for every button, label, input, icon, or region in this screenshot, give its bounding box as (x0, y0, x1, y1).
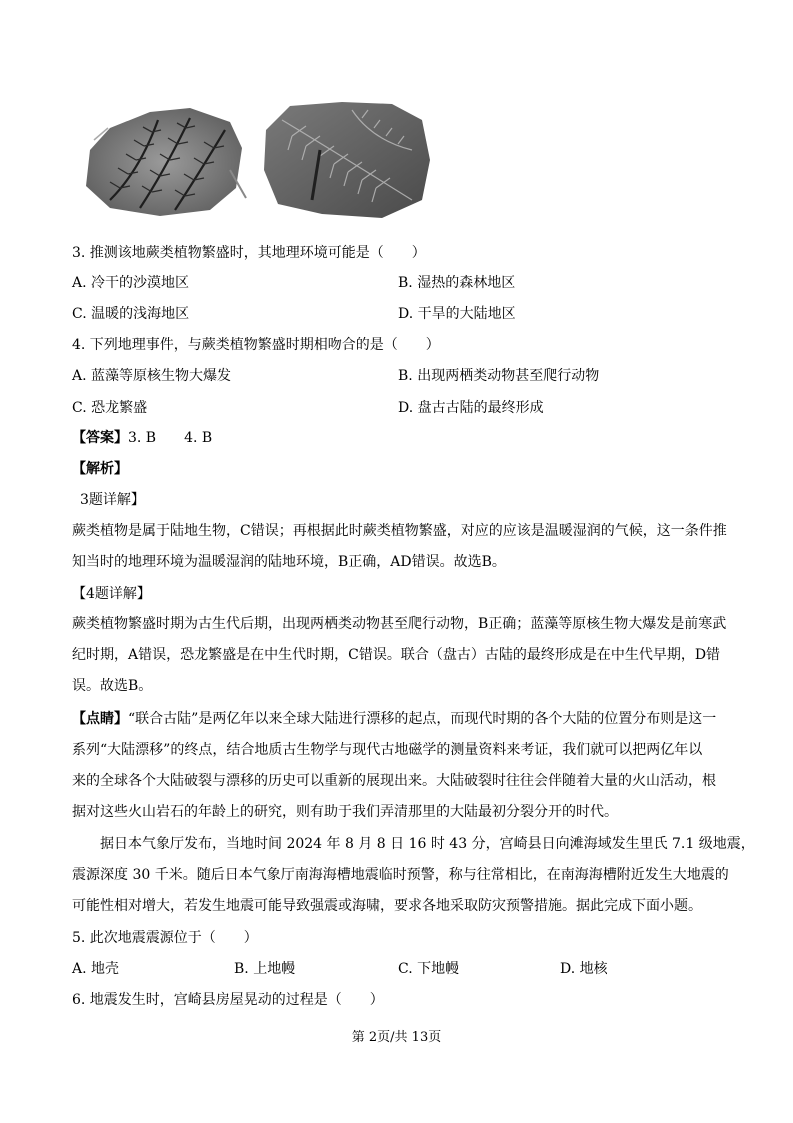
tip-text-1: “联合古陆”是两亿年以来全球大陆进行漂移的起点，而现代时期的各个大陆的位置分布则是这一 (128, 711, 717, 727)
question-3-option-a: A. 冷干的沙漠地区 (72, 275, 190, 291)
fern-fossil-image-left (80, 100, 248, 218)
answer-line (72, 428, 212, 448)
answer-label: 【答案】 (72, 430, 128, 446)
tip-line-3: 来的全球各个大陆破裂与漂移的历史可以重新的展现出来。大陆破裂时往往会伴随着大量的火山活动，根 (72, 773, 716, 789)
fern-fossil-image-right (262, 100, 432, 220)
question-4-option-c: C. 恐龙繁盛 (72, 400, 148, 416)
question-3-stem: 3. 推测该地蕨类植物繁盛时，其地理环境可能是（ ） (72, 245, 426, 261)
question-4-option-a: A. 蓝藻等原核生物大爆发 (72, 368, 232, 384)
question-4-stem: 4. 下列地理事件，与蕨类植物繁盛时期相吻合的是（ ） (72, 337, 440, 353)
question-5-option-d: D. 地核 (560, 961, 608, 977)
question-4-option-d: D. 盘古古陆的最终形成 (398, 400, 544, 416)
question-5-option-a: A. 地壳 (72, 961, 120, 977)
answer-text: 3. B 4. B (128, 430, 213, 446)
analysis-q3-heading: 3题详解】 (80, 492, 145, 508)
question-5-option-b: B. 上地幔 (234, 961, 296, 977)
analysis-q3-line-2: 知当时的地理环境为温暖湿润的陆地环境，B正确，AD错误。故选B。 (72, 554, 506, 570)
question-3-option-c: C. 温暖的浅海地区 (72, 306, 190, 322)
question-4-option-b: B. 出现两栖类动物甚至爬行动物 (398, 368, 600, 384)
passage-line-1: 据日本气象厅发布，当地时间 2024 年 8 月 8 日 16 时 43 分，宫崎县日向滩海域发生里氏 7.1 级地震， (100, 836, 755, 852)
tip-line-2: 系列“大陆漂移”的终点，结合地质古生物学与现代古地磁学的测量资料来考证，我们就可以把两亿年以 (72, 742, 703, 758)
passage-line-2: 震源深度 30 千米。随后日本气象厅南海海槽地震临时预警，称与往常相比，在南海海槽附近发生大地震的 (72, 867, 729, 883)
tip-line-1 (72, 709, 716, 729)
analysis-q4-line-1: 蕨类植物繁盛时期为古生代后期，出现两栖类动物甚至爬行动物，B正确；蓝藻等原核生物大爆发是前寒武 (72, 616, 727, 632)
question-5-stem: 5. 此次地震震源位于（ ） (72, 930, 258, 946)
analysis-label: 【解析】 (72, 461, 128, 477)
question-3-option-d: D. 干旱的大陆地区 (398, 306, 516, 322)
tip-label: 【点睛】 (72, 711, 128, 727)
page-footer: 第 2页/共 13页 (351, 1030, 442, 1045)
analysis-q4-line-3: 误。故选B。 (72, 678, 153, 694)
analysis-q4-line-2: 纪时期，A错误，恐龙繁盛是在中生代时期，C错误。联合（盘古）古陆的最终形成是在中生代早期，D错 (72, 647, 721, 663)
analysis-q4-heading: 【4题详解】 (72, 586, 151, 602)
tip-line-4: 据对这些火山岩石的年龄上的研究，则有助于我们弄清那里的大陆最初分裂分开的时代。 (72, 804, 618, 820)
analysis-q3-line-1: 蕨类植物是属于陆地生物，C错误；再根据此时蕨类植物繁盛，对应的应该是温暖湿润的气候，这一条件推 (72, 523, 727, 539)
question-6-stem: 6. 地震发生时，宫崎县房屋晃动的过程是（ ） (72, 992, 384, 1008)
question-3-option-b: B. 湿热的森林地区 (398, 275, 516, 291)
question-5-option-c: C. 下地幔 (398, 961, 460, 977)
passage-line-3: 可能性相对增大，若发生地震可能导致强震或海啸，要求各地采取防灾预警措施。据此完成下面小题。 (72, 898, 702, 914)
